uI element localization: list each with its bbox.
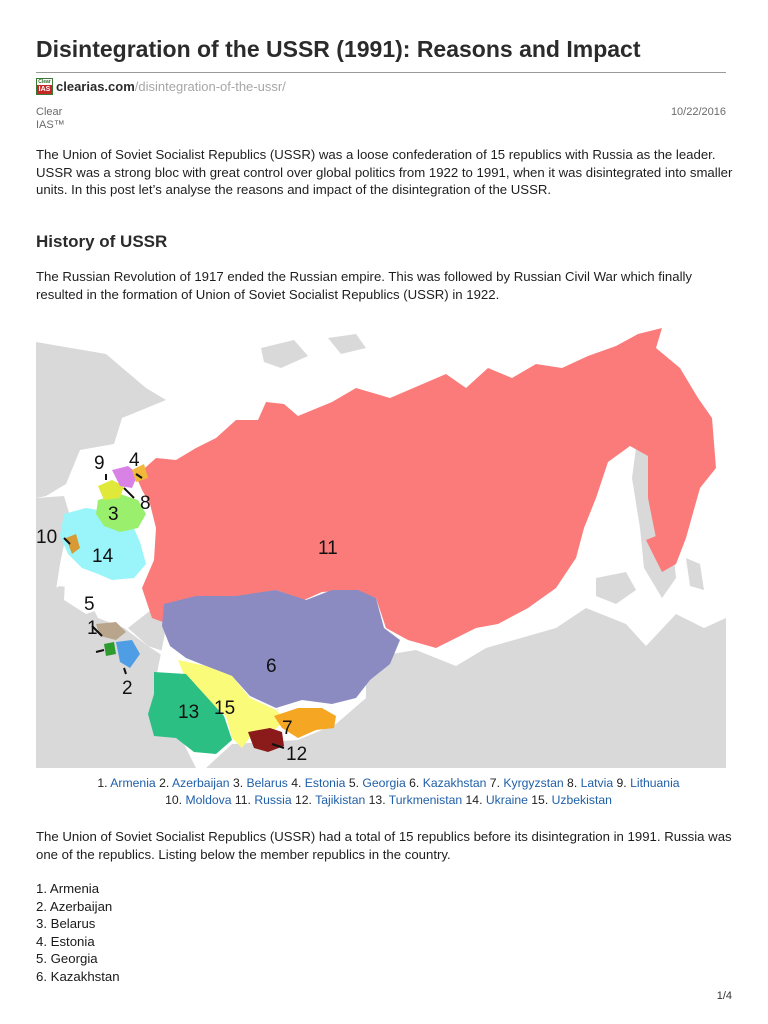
legend-link-russia[interactable]: Russia (254, 793, 292, 807)
legend-link-azerbaijan[interactable]: Azerbaijan (171, 776, 230, 790)
article-title: Disintegration of the USSR (1991): Reasons and Impact (36, 36, 641, 62)
legend-link-kazakhstan[interactable]: Kazakhstan (422, 776, 487, 790)
author-block (36, 106, 65, 132)
map-label-3: 3 (108, 504, 119, 525)
legend-link-uzbekistan[interactable]: Uzbekistan (551, 793, 612, 807)
map-legend (36, 775, 741, 809)
title-divider (36, 72, 726, 73)
map-label-10: 10 (36, 527, 58, 548)
legend-link-estonia[interactable]: Estonia (304, 776, 346, 790)
list-item: 2. Azerbaijan (36, 898, 113, 914)
list-item: 4. Estonia (36, 933, 95, 949)
map-label-5: 5 (84, 594, 95, 615)
map-label-12: 12 (286, 744, 308, 765)
section-heading: History of USSR (36, 232, 168, 251)
legend-link-moldova[interactable]: Moldova (185, 793, 232, 807)
clearias-logo: Clear IAS (36, 78, 53, 95)
publish-date: 10/22/2016 (670, 106, 726, 118)
page-number: 1/4 (716, 990, 732, 1002)
map-legend-line-1: 1. Armenia 2. Azerbaijan 3. Belarus 4. Estonia 5. Georgia 6. Kazakhstan 7. Kyrgyzstan 8. Latvia 9. Lithuania (97, 776, 680, 790)
list-item: 6. Kazakhstan (36, 968, 120, 984)
after-map-paragraph: The Union of Soviet Socialist Republics (USSR) had a total of 15 republics before its disintegration in 1991. Russia was one of the republics. Listing below the member republics in the country. (36, 829, 732, 862)
author-line-2: IAS™ (36, 119, 65, 131)
list-item: 3. Belarus (36, 916, 96, 932)
ussr-republics-map (36, 328, 726, 768)
legend-link-lithuania[interactable]: Lithuania (630, 776, 680, 790)
legend-link-tajikistan[interactable]: Tajikistan (315, 793, 366, 807)
list-item: 5. Georgia (36, 951, 98, 967)
history-paragraph: The Russian Revolution of 1917 ended the Russian empire. This was followed by Russian Civil War which finally resulted in the formation of Union of Soviet Socialist Republics (USSR) in 1922. (36, 269, 693, 302)
intro-paragraph: The Union of Soviet Socialist Republics (USSR) was a loose confederation of 15 republics with Russia as the leader. USSR was a strong bloc with great control over global politics from 1922 to 1991, when it was disintegrated into smaller units. In this post let’s analyse the reasons and impact of the disintegration of the USSR. (36, 147, 733, 197)
source-line (36, 78, 286, 95)
legend-link-latvia[interactable]: Latvia (580, 776, 614, 790)
legend-link-georgia[interactable]: Georgia (362, 776, 406, 790)
map-label-8: 8 (140, 493, 151, 514)
source-domain-link[interactable]: clearias.com (56, 79, 135, 94)
legend-link-armenia[interactable]: Armenia (110, 776, 156, 790)
author-line-1: Clear (36, 106, 63, 118)
region-armenia (104, 642, 116, 656)
map-label-4: 4 (129, 450, 140, 471)
map-legend-line-2: 10. Moldova 11. Russia 12. Tajikistan 13. Turkmenistan 14. Ukraine 15. Uzbekistan (165, 793, 612, 807)
map-label-6: 6 (266, 656, 277, 677)
map-label-7: 7 (282, 718, 293, 739)
member-republics-list (36, 880, 120, 986)
map-label-15: 15 (214, 698, 236, 719)
map-label-1: 1 (87, 618, 98, 639)
map-label-11: 11 (318, 538, 338, 559)
legend-link-ukraine[interactable]: Ukraine (485, 793, 528, 807)
legend-link-kyrgyzstan[interactable]: Kyrgyzstan (503, 776, 564, 790)
map-label-13: 13 (178, 702, 200, 723)
map-label-2: 2 (122, 678, 133, 699)
source-path-link[interactable]: /disintegration-of-the-ussr/ (134, 79, 286, 94)
legend-link-turkmenistan[interactable]: Turkmenistan (388, 793, 463, 807)
legend-link-belarus[interactable]: Belarus (246, 776, 288, 790)
map-label-9: 9 (94, 453, 105, 474)
list-item: 1. Armenia (36, 881, 100, 896)
map-label-14: 14 (92, 546, 114, 567)
